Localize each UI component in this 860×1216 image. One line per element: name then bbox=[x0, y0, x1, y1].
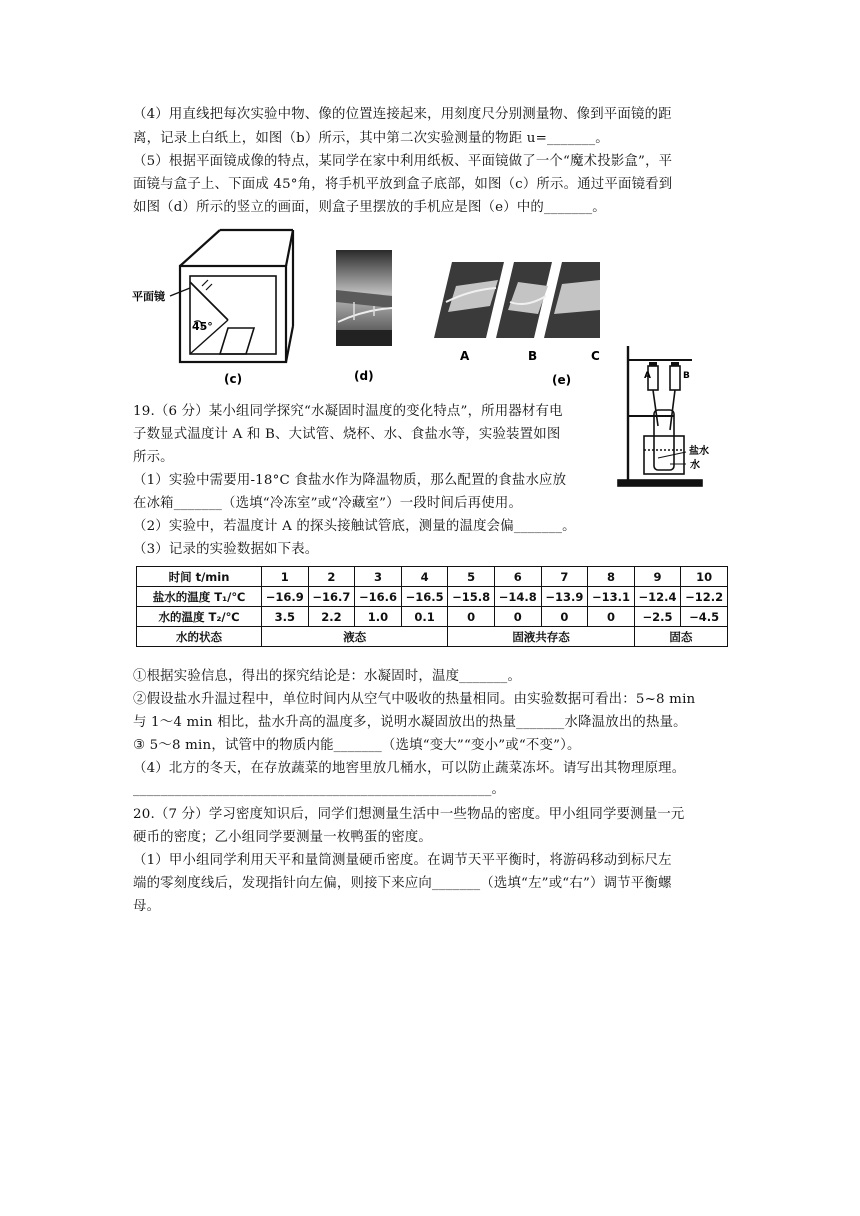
q4-line-2: 离，记录上白纸上，如图（b）所示，其中第二次实验测量的物距 u=_______。 bbox=[133, 131, 609, 146]
caption-d: (d) bbox=[354, 369, 374, 382]
state-liquid: 液态 bbox=[262, 627, 448, 647]
water-cell: 0 bbox=[588, 607, 635, 627]
water-cell: 0 bbox=[448, 607, 495, 627]
time-cell: 2 bbox=[308, 567, 355, 587]
q19-line-1: 19.（6 分）某小组同学探究“水凝固时温度的变化特点”，所用器材有电 bbox=[133, 404, 563, 419]
figure-c-box bbox=[128, 226, 298, 388]
salt-cell: −13.9 bbox=[541, 587, 588, 607]
q20-line-1: 20.（7 分）学习密度知识后，同学们想测量生活中一些物品的密度。甲小组同学要测量一元 bbox=[133, 807, 685, 822]
option-c-photo bbox=[544, 262, 600, 338]
q19-1-line-2: 在冰箱_______（选填“冷冻室”或“冷藏室”）一段时间后再使用。 bbox=[133, 496, 523, 511]
water-cell: 1.0 bbox=[355, 607, 402, 627]
table-row-state bbox=[137, 627, 728, 647]
row-label-water: 水的温度 T₂/℃ bbox=[137, 607, 262, 627]
salt-cell: −14.8 bbox=[494, 587, 541, 607]
q5-line-3: 如图（d）所示的竖立的画面，则盒子里摆放的手机应是图（e）中的_______。 bbox=[133, 200, 606, 215]
q19-4-answer-blank: ____________________________________________________。 bbox=[133, 782, 506, 797]
water-label: 水 bbox=[690, 460, 700, 471]
row-label-state: 水的状态 bbox=[137, 627, 262, 647]
caption-e: (e) bbox=[552, 373, 572, 387]
option-c-label: C bbox=[591, 349, 600, 363]
water-cell: −2.5 bbox=[634, 607, 681, 627]
state-mixed: 固液共存态 bbox=[448, 627, 634, 647]
time-cell: 9 bbox=[634, 567, 681, 587]
time-cell: 10 bbox=[681, 567, 728, 587]
time-cell: 5 bbox=[448, 567, 495, 587]
angle-label: 45° bbox=[192, 320, 213, 333]
figure-e-options bbox=[434, 262, 600, 388]
salt-cell: −12.4 bbox=[634, 587, 681, 607]
table-row-water bbox=[137, 607, 728, 627]
q19-2: （2）实验中，若温度计 A 的探头接触试管底，测量的温度会偏_______。 bbox=[133, 519, 576, 534]
q20-line-2: 硬币的密度；乙小组同学要测量一枚鸭蛋的密度。 bbox=[133, 830, 432, 845]
conclusion-3: ③ 5～8 min，试管中的物质内能_______（选填“变大”“变小”或“不变”）。 bbox=[133, 738, 581, 753]
salt-cell: −16.7 bbox=[308, 587, 355, 607]
time-cell: 8 bbox=[588, 567, 635, 587]
q19-line-2: 子数显式温度计 A 和 B、大试管、烧杯、水、食盐水等，实验装置如图 bbox=[133, 427, 561, 442]
row-label-time: 时间 t/min bbox=[137, 567, 262, 587]
q20-1-line-2: 端的零刻度线后，发现指针向左偏，则接下来应向_______（选填“左”或“右”）调节平衡螺 bbox=[133, 876, 672, 891]
option-a-label: A bbox=[460, 349, 470, 363]
table-row-salt bbox=[137, 587, 728, 607]
water-cell: 2.2 bbox=[308, 607, 355, 627]
salt-cell: −15.8 bbox=[448, 587, 495, 607]
salt-cell: −16.6 bbox=[355, 587, 402, 607]
option-a-photo bbox=[434, 262, 504, 338]
time-cell: 6 bbox=[494, 567, 541, 587]
q5-line-2: 面镜与盒子上、下面成 45°角，将手机平放到盒子底部，如图（c）所示。通过平面镜看到 bbox=[133, 177, 673, 192]
q4-line-1: （4）用直线把每次实验中物、像的位置连接起来，用刻度尺分别测量物、像到平面镜的距 bbox=[133, 107, 672, 122]
time-cell: 3 bbox=[355, 567, 402, 587]
state-solid: 固态 bbox=[634, 627, 727, 647]
option-b-label: B bbox=[528, 349, 538, 363]
option-b-photo bbox=[496, 262, 552, 338]
q19-1-line-1: （1）实验中需要用-18°C 食盐水作为降温物质，那么配置的食盐水应放 bbox=[133, 473, 567, 488]
row-label-salt: 盐水的温度 T₁/℃ bbox=[137, 587, 262, 607]
water-cell: 3.5 bbox=[262, 607, 309, 627]
conclusion-2-line-2: 与 1～4 min 相比，盐水升高的温度多，说明水凝固放出的热量_______水降温放出的热量。 bbox=[133, 715, 687, 730]
salt-cell: −16.9 bbox=[262, 587, 309, 607]
caption-c: (c) bbox=[224, 372, 243, 386]
mirror-label: 平面镜 bbox=[132, 290, 165, 303]
q19-4: （4）北方的冬天，在存放蔬菜的地窖里放几桶水，可以防止蔬菜冻坏。请写出其物理原理。 bbox=[133, 761, 686, 776]
time-cell: 4 bbox=[401, 567, 448, 587]
q19-3: （3）记录的实验数据如下表。 bbox=[133, 542, 319, 557]
q20-1-line-3: 母。 bbox=[133, 899, 161, 914]
salt-cell: −12.2 bbox=[681, 587, 728, 607]
thermometer-b-label: B bbox=[683, 371, 690, 381]
water-cell: −4.5 bbox=[681, 607, 728, 627]
salt-water-label: 盐水 bbox=[689, 446, 709, 457]
figure-d-photo bbox=[334, 250, 396, 382]
water-cell: 0 bbox=[541, 607, 588, 627]
q20-1-line-1: （1）甲小组同学利用天平和量筒测量硬币密度。在调节天平平衡时，将游码移动到标尺左 bbox=[133, 853, 672, 868]
water-cell: 0.1 bbox=[401, 607, 448, 627]
salt-cell: −16.5 bbox=[401, 587, 448, 607]
salt-cell: −13.1 bbox=[588, 587, 635, 607]
thermometer-a-label: A bbox=[644, 371, 651, 381]
q19-line-3: 所示。 bbox=[133, 450, 174, 465]
q5-line-1: （5）根据平面镜成像的特点，某同学在家中利用纸板、平面镜做了一个“魔术投影盒”，平 bbox=[133, 154, 673, 169]
table-row-time bbox=[137, 567, 728, 587]
data-table bbox=[136, 566, 728, 647]
conclusion-1: ①根据实验信息，得出的探究结论是：水凝固时，温度_______。 bbox=[133, 669, 522, 684]
time-cell: 1 bbox=[262, 567, 309, 587]
water-cell: 0 bbox=[494, 607, 541, 627]
conclusion-2-line-1: ②假设盐水升温过程中，单位时间内从空气中吸收的热量相同。由实验数据可看出：5~8 min bbox=[133, 692, 696, 707]
time-cell: 7 bbox=[541, 567, 588, 587]
